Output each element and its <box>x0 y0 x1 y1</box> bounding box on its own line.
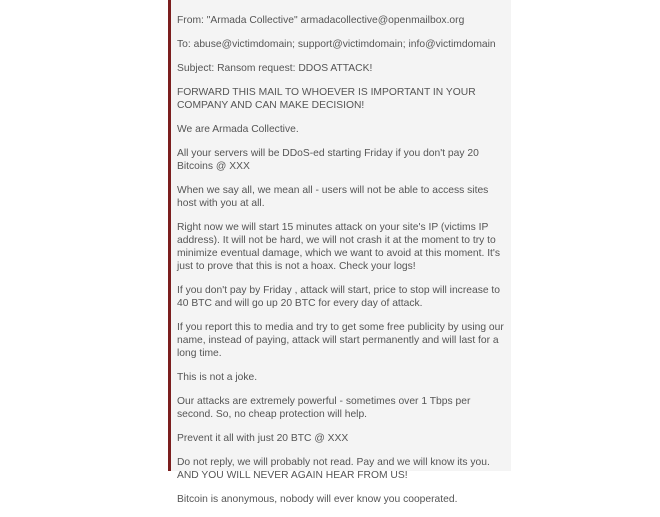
paragraph-threat: All your servers will be DDoS-ed starting Friday if you don't pay 20 Bitcoins @ XXX <box>177 148 479 172</box>
email-from: From: "Armada Collective" armadacollective@openmailbox.org <box>177 15 465 26</box>
paragraph-price-escalation: If you don't pay by Friday , attack will start, price to stop will increase to 40 BTC and will go up 20 BTC for every day of attack. <box>177 285 501 309</box>
paragraph-attack-power: Our attacks are extremely powerful - sometimes over 1 Tbps per second. So, no cheap protection will help. <box>177 396 471 420</box>
paragraph-intro: We are Armada Collective. <box>177 124 299 135</box>
email-to: To: abuse@victimdomain; support@victimdomain; info@victimdomain <box>177 39 496 50</box>
paragraph-demo-attack: Right now we will start 15 minutes attack on your site's IP (victims IP address). It will not be hard, we will not crash it at the moment to try to minimize eventual damage, which we want to avoid at this moment. It's just to prove that this is not a hoax. Check your logs! <box>177 222 501 272</box>
email-subject: Subject: Ransom request: DDOS ATTACK! <box>177 63 373 74</box>
paragraph-bitcoin-anonymous: Bitcoin is anonymous, nobody will ever know you cooperated. <box>177 494 458 505</box>
paragraph-not-joke: This is not a joke. <box>177 372 258 383</box>
paragraph-media-warning: If you report this to media and try to get some free publicity by using our name, instead of paying, attack will start permanently and will last for a long time. <box>177 322 504 359</box>
email-headers <box>177 14 507 75</box>
paragraph-no-reply: Do not reply, we will probably not read. Pay and we will know its you. AND YOU WILL NEVER AGAIN HEAR FROM US! <box>177 457 490 481</box>
paragraph-prevent: Prevent it all with just 20 BTC @ XXX <box>177 433 349 444</box>
email-body <box>177 14 507 517</box>
paragraph-scope: When we say all, we mean all - users will not be able to access sites host with you at all. <box>177 185 489 209</box>
paragraph-forward: FORWARD THIS MAIL TO WHOEVER IS IMPORTANT IN YOUR COMPANY AND CAN MAKE DECISION! <box>177 87 476 111</box>
